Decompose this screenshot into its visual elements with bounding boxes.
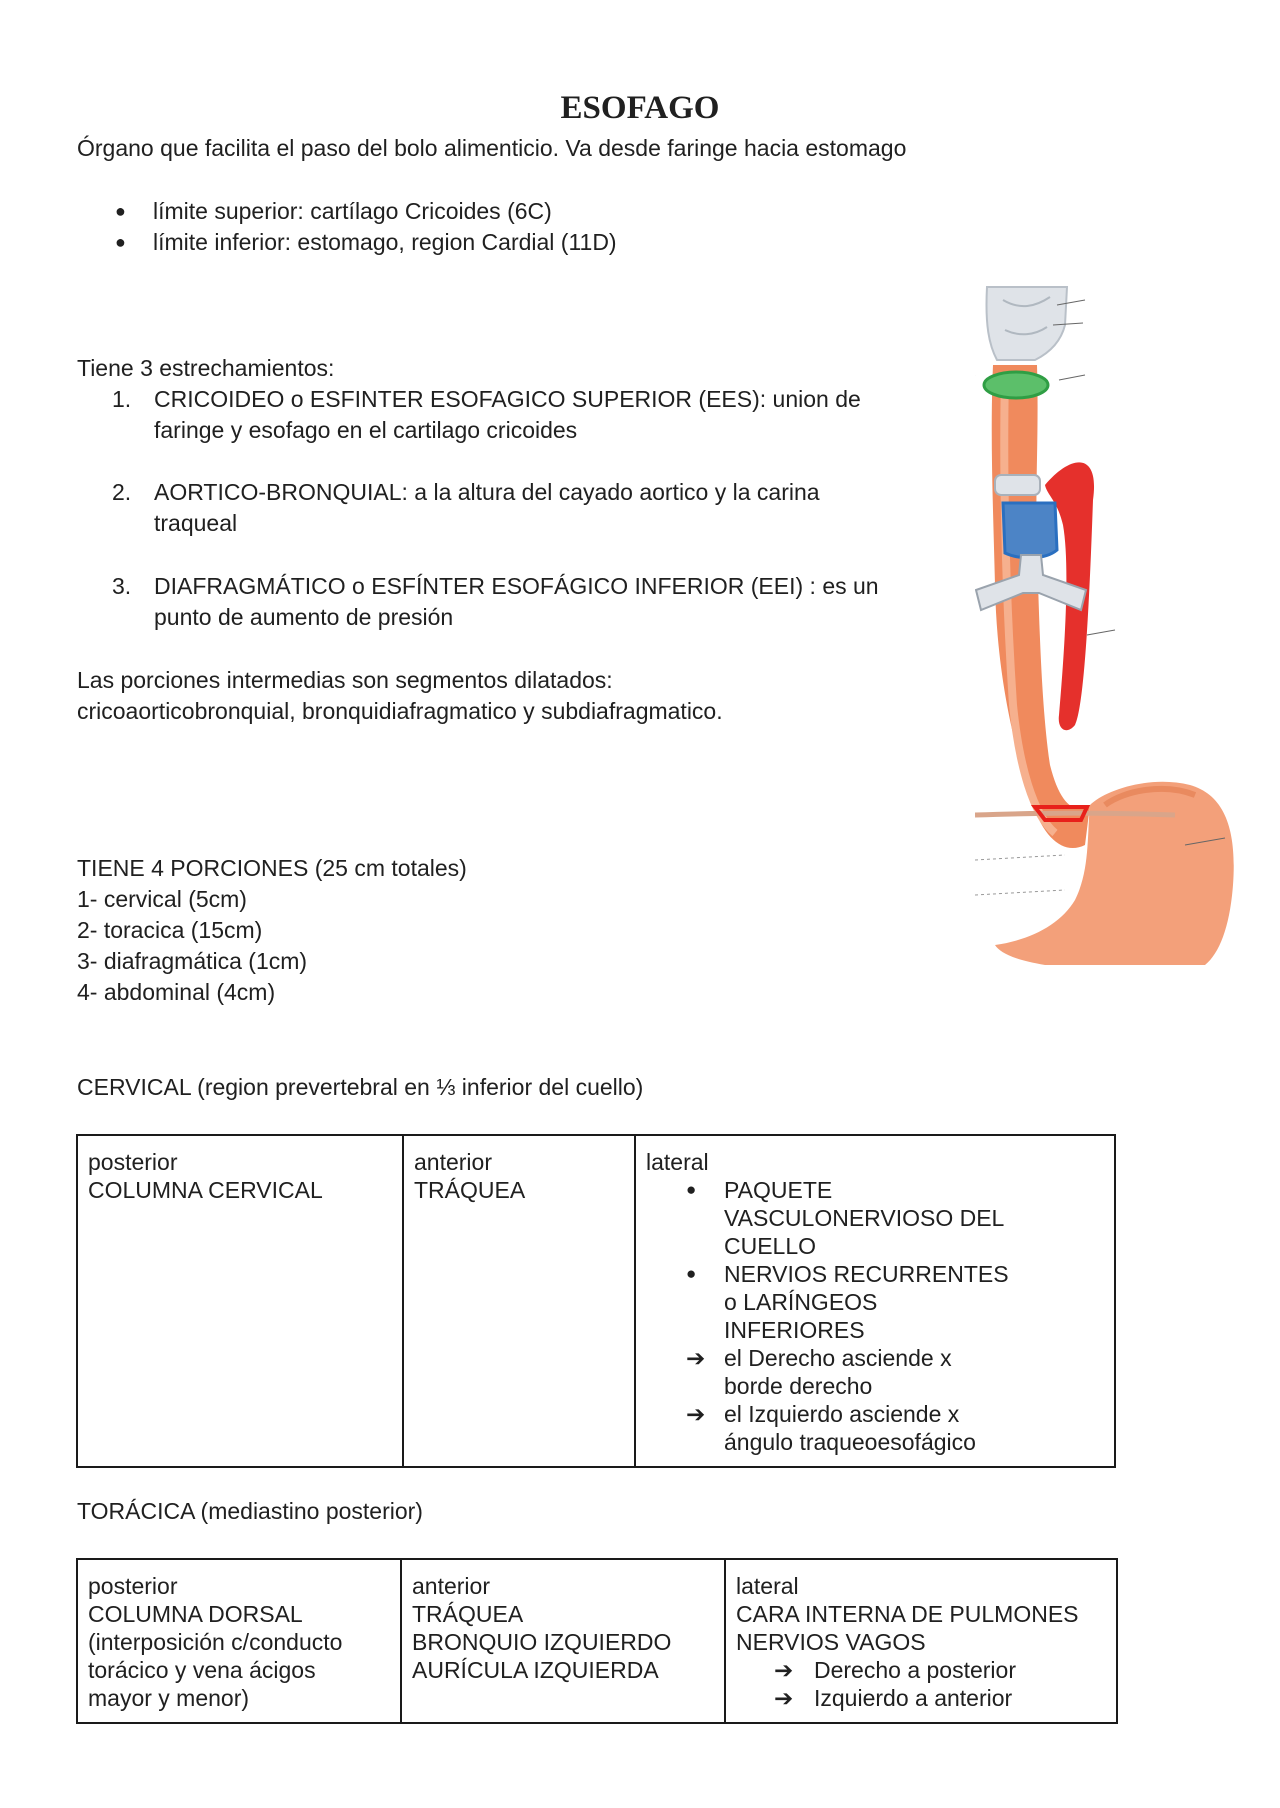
cell-value: NERVIOS VAGOS	[736, 1629, 926, 1655]
cell-value: COLUMNA CERVICAL	[88, 1177, 323, 1203]
page-title: ESOFAGO	[560, 90, 720, 126]
cell-value: AURÍCULA IZQUIERDA	[412, 1657, 659, 1683]
limit-inferior: límite inferior: estomago, region Cardial (11D)	[153, 229, 617, 255]
portions-heading: TIENE 4 PORCIONES (25 cm totales)	[77, 855, 467, 881]
limit-superior: límite superior: cartílago Cricoides (6C)	[153, 198, 552, 224]
portion-item: 1- cervical (5cm)	[77, 886, 247, 912]
list-item: ● PAQUETE VASCULONERVIOSO DEL CUELLO	[686, 1177, 1004, 1259]
thoracic-lateral-cell	[725, 1559, 1117, 1723]
narrowing-text: CRICOIDEO o ESFINTER ESOFAGICO SUPERIOR (EES): union de faringe y esofago en el cartilago cricoides	[154, 386, 861, 443]
diaphragm-line	[975, 813, 1175, 815]
narrowing-text: AORTICO-BRONQUIAL: a la altura del cayado aortico y la carina traqueal	[154, 479, 820, 536]
cell-value: mayor y menor)	[88, 1685, 250, 1711]
thoracic-table	[76, 1558, 1118, 1724]
cervical-posterior-cell	[77, 1135, 403, 1467]
intermediate-text-2: cricoaorticobronquial, bronquidiafragmatico y subdiafragmatico.	[77, 698, 723, 724]
narrowing-text: DIAFRAGMÁTICO o ESFÍNTER ESOFÁGICO INFERIOR (EEI) : es un punto de aumento de presión	[154, 573, 879, 630]
list-item: ➔ el Izquierdo asciende x ángulo traqueoesofágico	[686, 1401, 976, 1455]
arrow-icon: ➔	[686, 1345, 706, 1371]
cell-value: TRÁQUEA	[414, 1177, 526, 1203]
intro-text: Órgano que facilita el paso del bolo alimenticio. Va desde faringe hacia estomago	[77, 135, 907, 161]
thoracic-posterior-cell	[77, 1559, 401, 1723]
guide-lines	[975, 855, 1065, 895]
cell-label: lateral	[646, 1149, 709, 1175]
cell-value: BRONQUIO IZQUIERDO	[412, 1629, 672, 1655]
cell-label: lateral	[736, 1573, 799, 1599]
cell-label: posterior	[88, 1149, 178, 1175]
cervical-table	[76, 1134, 1116, 1468]
bullet-icon: ●	[686, 1264, 697, 1283]
stomach-shape	[995, 782, 1234, 965]
narrowings-heading: Tiene 3 estrechamientos:	[77, 355, 335, 381]
arrow-icon: ➔	[774, 1685, 794, 1711]
portion-item: 2- toracica (15cm)	[77, 917, 263, 943]
cervical-anterior-cell	[403, 1135, 635, 1467]
item-number: 1.	[112, 386, 132, 412]
esophagus-illustration	[975, 285, 1240, 975]
item-number: 2.	[112, 479, 132, 505]
cervical-heading: CERVICAL (region prevertebral en ⅓ inferior del cuello)	[77, 1074, 644, 1100]
cell-value: TRÁQUEA	[412, 1601, 524, 1627]
aortic-narrowing-mark	[1003, 503, 1057, 558]
larynx-shape	[986, 287, 1067, 360]
item-number: 3.	[112, 573, 132, 599]
intermediate-text-1: Las porciones intermedias son segmentos dilatados:	[77, 667, 613, 693]
cell-value: COLUMNA DORSAL	[88, 1601, 303, 1627]
bullet-icon: ●	[686, 1180, 697, 1199]
cell-label: anterior	[412, 1573, 490, 1599]
cell-value: (interposición c/conducto	[88, 1629, 343, 1655]
bullet-icon: ●	[115, 201, 126, 221]
thoracic-heading: TORÁCICA (mediastino posterior)	[77, 1498, 423, 1524]
cell-value: torácico y vena ácigos	[88, 1657, 316, 1683]
list-item: ● NERVIOS RECURRENTES o LARÍNGEOS INFERIORES	[686, 1261, 1009, 1343]
cervical-lateral-cell	[635, 1135, 1115, 1467]
cell-value: CARA INTERNA DE PULMONES	[736, 1601, 1079, 1627]
trachea-ring	[995, 475, 1040, 495]
list-item: ➔ Derecho a posterior	[774, 1657, 1016, 1683]
cell-label: anterior	[414, 1149, 492, 1175]
list-item: ➔ el Derecho asciende x borde derecho	[686, 1345, 952, 1399]
cell-label: posterior	[88, 1573, 178, 1599]
arrow-icon: ➔	[774, 1657, 794, 1683]
bullet-icon: ●	[115, 232, 126, 252]
portion-item: 4- abdominal (4cm)	[77, 979, 276, 1005]
upper-sphincter-mark	[984, 372, 1048, 398]
arrow-icon: ➔	[686, 1401, 706, 1427]
list-item: ➔ Izquierdo a anterior	[774, 1685, 1013, 1711]
portion-item: 3- diafragmática (1cm)	[77, 948, 308, 974]
thoracic-anterior-cell	[401, 1559, 725, 1723]
